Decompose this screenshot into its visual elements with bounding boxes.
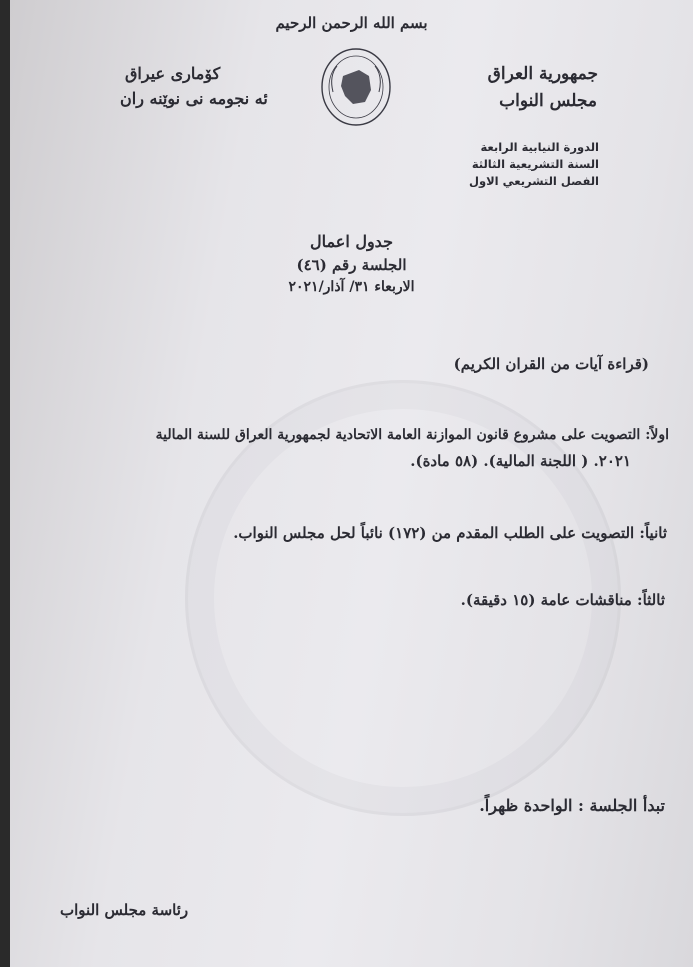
session-year: السنة التشريعية الثالثة [471,157,599,171]
header-republic: جمهورية العراق [487,64,598,84]
quran-reading: (قراءة آيات من القران الكريم) [453,355,649,373]
footer-signature: رئاسة مجلس النواب [60,901,189,919]
basmala: بسم الله الرحمن الرحيم [275,14,428,32]
agenda-title: جدول اعمال [310,232,393,251]
session-date: الاربعاء ٣١/ آذار/٢٠٢١ [288,279,415,295]
session-start-time: تبدأ الجلسة : الواحدة ظهراً. [479,796,665,815]
header-kurdish-republic: كۆماری عیراق [125,64,221,83]
header-kurdish-council: ئه نجومه نی نوێنه ران [120,89,268,108]
agenda-item-3: ثالثاً: مناقشات عامة (١٥ دقيقة). [460,591,665,609]
agenda-item-1-line-1: اولاً: التصويت على مشروع قانون الموازنة العامة الاتحادية لجمهورية العراق للسنة المالية [155,427,669,443]
agenda-item-2: ثانياً: التصويت على الطلب المقدم من (١٧٢) نائباً لحل مجلس النواب. [233,524,667,542]
agenda-item-1-line-2: ٢٠٢١. ( اللجنة المالية). (٥٨ مادة). [410,452,631,470]
session-chapter: الفصل التشريعي الاول [468,174,599,188]
session-term: الدورة النيابية الرابعة [480,140,599,154]
parliament-logo [319,46,393,128]
session-number: الجلسة رقم (٤٦) [296,256,407,274]
document-page [10,0,693,967]
header-council: مجلس النواب [499,91,597,111]
